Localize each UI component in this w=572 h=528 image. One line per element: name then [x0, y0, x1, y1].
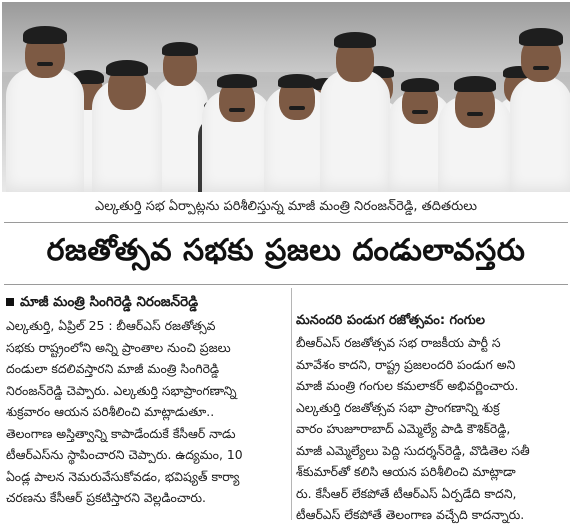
byline-text: మాజీ మంత్రి సింగిరెడ్డి నిరంజన్‌రెడ్డి [20, 294, 199, 310]
article-left-column [6, 315, 288, 509]
photo-person [438, 46, 512, 192]
column-divider [291, 288, 292, 520]
body-line: శుక్రవారం ఆయన పరిశీలించి మాట్లాడుతూ.. [6, 404, 215, 419]
photo-person [92, 36, 162, 192]
body-line: టీఆర్ఎస్‌ను స్థాపించారని చెప్పారు. ఉద్యమం, 10 [6, 447, 243, 462]
bullet-icon [6, 298, 14, 306]
photo-person [510, 20, 570, 192]
photo-caption: ఎల్కతుర్తి సభ ఏర్పాట్లను పరిశీలిస్తున్న మాజీ మంత్రి నిరంజన్‌రెడ్డి, తదితరులు [94, 199, 478, 214]
divider [4, 284, 568, 285]
body-line: టీఆర్ఎస్ లేకపోతే తెలంగాణ వచ్చేది కాదన్నారు. [296, 507, 525, 522]
body-line: వారం హుజూరాబాద్ ఎమ్మెల్యే పాడి కౌశిక్‌రెడ్డి, [296, 421, 511, 436]
body-line: రు. కేసీఆర్ లేకపోతే టీఆర్ఎస్ ఏర్పడేది కాదని, [296, 485, 517, 501]
body-line: తెలంగాణ అస్తిత్వాన్ని కాపాడేందుకే కేసీఆర్ నాడు [6, 425, 236, 441]
photo-person [320, 22, 390, 192]
byline [6, 292, 198, 312]
body-line: మాజీ ఎమ్మెల్యేలు పెద్ది సుదర్శన్‌రెడ్డి, వొడితెల సతీ [296, 442, 530, 458]
body-line: మాజీ మంత్రి గంగుల కమలాకర్ అభివర్ణించారు. [296, 378, 519, 393]
headline: రజతోత్సవ సభకు ప్రజలు దండులావస్తరు [46, 233, 526, 268]
body-line: మావేశం కాదని, రాష్ట్ర ప్రజలందరి పండుగ అని [296, 356, 516, 372]
body-line: దండులా కదలివస్తారని మాజీ మంత్రి సింగిరెడ్డి [6, 361, 220, 376]
body-line: ఎల్కతుర్తి రజతోత్సవ సభా ప్రాంగణాన్ని శుక్ర [296, 399, 500, 415]
article-right-column [296, 310, 568, 526]
body-line: నిరంజన్‌రెడ్డి చెప్పారు. ఎల్కతుర్తి సభాప్రాంగణాన్ని [6, 382, 237, 398]
body-line: సభకు రాష్ట్రంలోని అన్ని ప్రాంతాల నుంచి ప్రజలు [6, 339, 231, 355]
body-line: శ్‌కుమార్‌తో కలిసి ఆయన పరిశీలించి మాట్లాడా [296, 464, 516, 479]
body-line: ఏండ్ల పాలన నెమరువేసుకోవడం, భవిష్యత్ కార్యా [6, 468, 240, 484]
divider [4, 222, 568, 223]
body-line: చరణను కేసీఆర్ ప్రకటిస్తారని వెల్లడించారు. [6, 490, 206, 505]
photo-person [6, 14, 84, 192]
body-line: ఎల్కతుర్తి, ఏప్రిల్ 25 : బీఆర్ఎస్ రజతోత్సవ [6, 318, 216, 333]
body-line: బీఆర్ఎస్ రజతోత్సవ సభ రాజకీయ పార్టీ స [296, 335, 501, 350]
news-photo [2, 2, 570, 192]
subheading: మనందరి పండుగ రజోత్సవం: గంగుల [296, 313, 486, 328]
photo-person [202, 46, 272, 192]
